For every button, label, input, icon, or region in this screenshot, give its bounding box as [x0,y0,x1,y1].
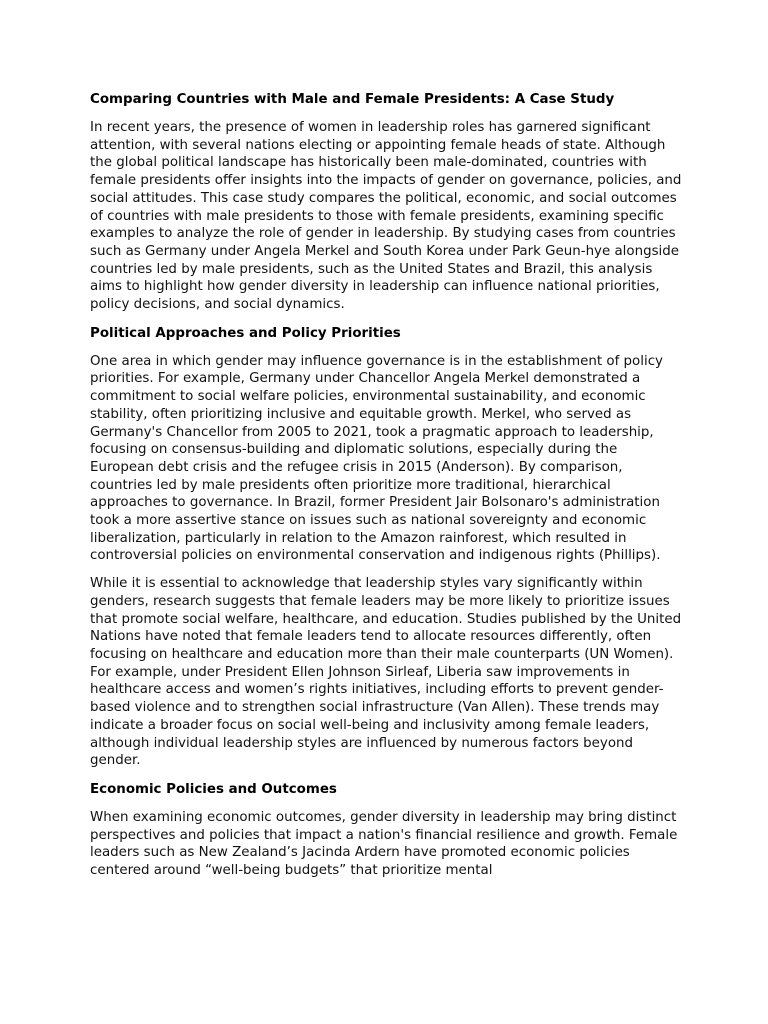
political-paragraph-1: One area in which gender may influence governance is in the establishment of policy priorities. For example, Germany under Chancellor Angela Merkel demonstrated a commitment to social welfare policies, environmental sustainability, and economic stability, often prioritizing inclusive and equitable growth. Merkel, who served as Germany's Chancellor from 2005 to 2021, took a pragmatic approach to leadership, focusing on consensus-building and diplomatic solutions, especially during the European debt crisis and the refugee crisis in 2015 (Anderson). By comparison, countries led by male presidents often prioritize more traditional, hierarchical approaches to governance. In Brazil, former President Jair Bolsonaro's administration took a more assertive stance on issues such as national sovereignty and economic liberalization, particularly in relation to the Amazon rainforest, which resulted in controversial policies on environmental conservation and indigenous rights (Phillips). [90,353,663,564]
section-heading-economic-policies: Economic Policies and Outcomes [90,781,337,797]
section-heading-political-approaches: Political Approaches and Policy Priorities [90,325,401,341]
document-page [90,90,682,890]
intro-paragraph: In recent years, the presence of women in leadership roles has garnered significant attention, with several nations electing or appointing female heads of state. Although the global political landscape has historically been male-dominated, countries with female presidents offer insights into the impacts of gender on governance, policies, and social attitudes. This case study compares the political, economic, and social outcomes of countries with male presidents to those with female presidents, examining specific examples to analyze the role of gender in leadership. By studying cases from countries such as Germany under Angela Merkel and South Korea under Park Geun-hye alongside countries led by male presidents, such as the United States and Brazil, this analysis aims to highlight how gender diversity in leadership can influence national priorities, policy decisions, and social dynamics. [90,120,682,313]
document-title: Comparing Countries with Male and Female Presidents: A Case Study [90,92,615,107]
economic-paragraph-1: When examining economic outcomes, gender diversity in leadership may bring distinct perspectives and policies that impact a nation's financial resilience and growth. Female leaders such as New Zealand’s Jacinda Ardern have promoted economic policies centered around “well-being budgets” that prioritize mental [90,809,678,879]
political-paragraph-2: While it is essential to acknowledge that leadership styles vary significantly within genders, research suggests that female leaders may be more likely to prioritize issues that promote social welfare, healthcare, and education. Studies published by the United Nations have noted that female leaders tend to allocate resources differently, often focusing on healthcare and education more than their male counterparts (UN Women). For example, under President Ellen Johnson Sirleaf, Liberia saw improvements in healthcare access and women’s rights initiatives, including efforts to prevent gender-based violence and to strengthen social infrastructure (Van Allen). These trends may indicate a broader focus on social well-being and inclusivity among female leaders, although individual leadership styles are influenced by numerous factors beyond gender. [90,576,682,769]
